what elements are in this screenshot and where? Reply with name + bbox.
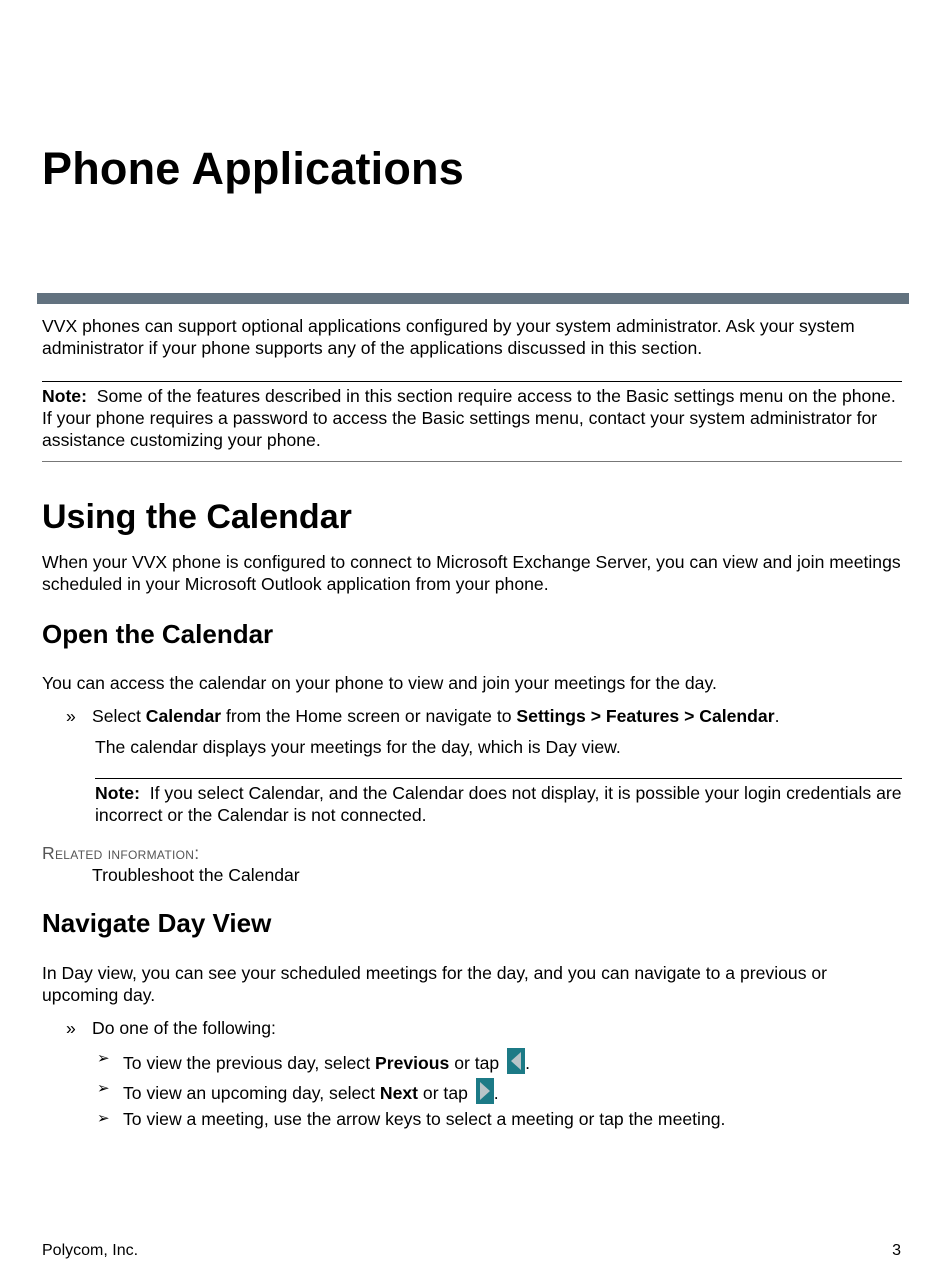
settings-path-ref: Settings > Features > Calendar [516, 706, 775, 726]
sub-bullet-arrow: ➢ [97, 1110, 110, 1127]
open-calendar-result: The calendar displays your meetings for the day, which is Day view. [95, 737, 621, 757]
section-paragraph: When your VVX phone is configured to connect to Microsoft Exchange Server, you can view and join meetings scheduled in your Microsoft Outlook application from your phone. [42, 552, 901, 594]
inner-note-rule [95, 778, 902, 779]
open-calendar-heading: Open the Calendar [42, 619, 274, 649]
footer-page-number: 3 [892, 1242, 901, 1259]
sub-step-previous: To view the previous day, select Previous or tap . [123, 1048, 530, 1074]
sub-bullet-arrow: ➢ [97, 1050, 110, 1067]
intro-paragraph: VVX phones can support optional applications configured by your system administrator. Ask your system administrator if your phone supports any of the applications discussed in this section. [42, 316, 855, 358]
navigate-day-view-heading: Navigate Day View [42, 908, 272, 938]
note-top-rule [42, 381, 902, 382]
step-bullet: » [66, 706, 76, 726]
navigate-step-bullet: » [66, 1018, 76, 1038]
note-bottom-rule [42, 461, 902, 462]
related-link-troubleshoot[interactable]: Troubleshoot the Calendar [92, 865, 300, 885]
open-calendar-paragraph: You can access the calendar on your phone to view and join your meetings for the day. [42, 673, 717, 693]
note-paragraph [42, 385, 902, 451]
sub-bullet-arrow: ➢ [97, 1080, 110, 1097]
section-divider-band [37, 293, 909, 304]
inner-note-paragraph [95, 782, 902, 826]
previous-arrow-icon[interactable] [507, 1048, 525, 1074]
note-text: Some of the features described in this section require access to the Basic settings menu on the phone. If your phone requires a password to access the Basic settings menu, contact your system administrator for assistance customizing your phone. [42, 386, 896, 450]
open-calendar-step: Select Calendar from the Home screen or navigate to Settings > Features > Calendar. [92, 706, 780, 726]
next-arrow-icon[interactable] [476, 1078, 494, 1104]
inner-note-label: Note: [95, 783, 140, 803]
page-title: Phone Applications [42, 143, 464, 194]
calendar-menu-ref: Calendar [145, 706, 222, 726]
section-heading: Using the Calendar [42, 498, 352, 536]
sub-step-meeting: To view a meeting, use the arrow keys to select a meeting or tap the meeting. [123, 1109, 726, 1129]
navigate-paragraph: In Day view, you can see your scheduled meetings for the day, and you can navigate to a previous or upcoming day. [42, 963, 828, 1005]
sub-step-next: To view an upcoming day, select Next or tap . [123, 1078, 499, 1104]
footer-company: Polycom, Inc. [42, 1242, 139, 1259]
inner-note-text: If you select Calendar, and the Calendar does not display, it is possible your login credentials are incorrect or the Calendar is not connected. [95, 783, 902, 825]
related-information-label: Related information: [42, 843, 200, 863]
navigate-step: Do one of the following: [92, 1018, 276, 1038]
note-label: Note: [42, 386, 87, 406]
